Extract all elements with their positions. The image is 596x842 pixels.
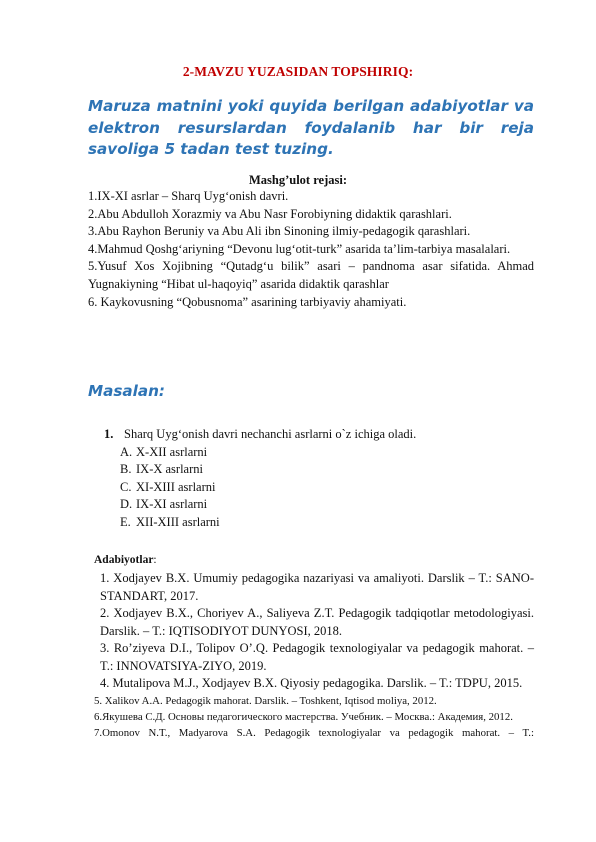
option-text: IX-XI asrlarni (136, 497, 208, 512)
reference-item: 4. Mutalipova M.J., Xodjayev B.X. Qiyosiy pedagogika. Darslik. – T.: TDPU, 2015. (100, 676, 523, 690)
answer-options (104, 444, 524, 532)
task-instruction: Maruza matnini yoki quyida berilgan adabiyotlar va elektron resurslardan foydalanib har bir reja savoliga 5 tadan test tuzing. (88, 97, 534, 158)
question-text: Sharq Uyg‘onish davri nechanchi asrlarni o`z ichiga oladi. (124, 427, 417, 441)
answer-option (104, 461, 524, 479)
references-heading (94, 554, 157, 566)
option-letter: A. (120, 444, 133, 459)
reference-item: 2. Xodjayev B.X., Choriyev A., Saliyeva Z.T. Pedagogik tadqiqotlar metodologiyasi. Darslik. – T.: IQTISODIYOT DUNYOSI, 2018. (100, 606, 534, 638)
option-text: XI-XIII asrlarni (136, 479, 216, 494)
page-title: 2-MAVZU YUZASIDAN TOPSHIRIQ: (182, 64, 414, 79)
references-heading-text: Adabiyotlar (94, 554, 154, 566)
plan-item: 6. Kaykovusning “Qobusnoma” asarining tarbiyaviy ahamiyati. (88, 294, 407, 309)
plan-item: 4.Mahmud Qoshg‘ariyning “Devonu lug‘otit-turk” asarida ta’lim-tarbiya masalalari. (88, 241, 511, 256)
reference-item: 3. Ro’ziyeva D.I., Tolipov O’.Q. Pedagogik texnologiyalar va pedagogik mahorat. – T.: INNOVATSIYA-ZIYO, 2019. (100, 641, 534, 673)
references-heading-colon: : (153, 554, 157, 566)
option-text: XII-XIII asrlarni (136, 514, 220, 529)
example-question (104, 426, 524, 532)
plan-list (88, 188, 534, 311)
option-letter: D. (120, 497, 133, 512)
plan-item: 5.Yusuf Xos Xojibning “Qutadg‘u bilik” asari – pandnoma asar sifatida. Ahmad Yugnakiyning “Hibat ul-haqoyiq” asarida didaktik qarashlar (88, 259, 534, 291)
answer-option (104, 514, 524, 532)
plan-item: 2.Abu Abdulloh Xorazmiy va Abu Nasr Forobiyning didaktik qarashlari. (88, 206, 452, 221)
option-text: IX-X asrlarni (136, 462, 203, 477)
plan-heading: Mashg’ulot rejasi: (248, 173, 348, 187)
reference-item: 7.Omonov N.T., Madyarova S.A. Pedagogik texnologiyalar va pedagogik mahorat. – T.: (94, 726, 534, 739)
plan-item: 1.IX-XI asrlar – Sharq Uyg‘onish davri. (88, 189, 289, 203)
reference-item: 1. Xodjayev B.X. Umumiy pedagogika nazariyasi va amaliyoti. Darslik – T.: SANO-STANDART, 2017. (100, 571, 534, 603)
option-text: X-XII asrlarni (136, 444, 208, 459)
answer-option (104, 496, 524, 514)
references-list (94, 570, 534, 741)
option-letter: E. (120, 514, 131, 529)
question-number: 1. (104, 427, 114, 441)
plan-item: 3.Abu Rayhon Beruniy va Abu Ali ibn Sinoning ilmiy-pedagogik qarashlari. (88, 224, 471, 239)
reference-item: 5. Xalikov A.A. Pedagogik mahorat. Darslik. – Toshkent, Iqtisod moliya, 2012. (94, 694, 437, 707)
option-letter: C. (120, 479, 132, 494)
answer-option (104, 444, 524, 462)
reference-item: 6.Якушева С.Д. Основы педагогического мастерства. Учебник. – Москва.: Академия, 2012. (94, 710, 513, 723)
example-heading: Masalan: (88, 382, 165, 400)
answer-option (104, 479, 524, 497)
option-letter: B. (120, 462, 132, 477)
